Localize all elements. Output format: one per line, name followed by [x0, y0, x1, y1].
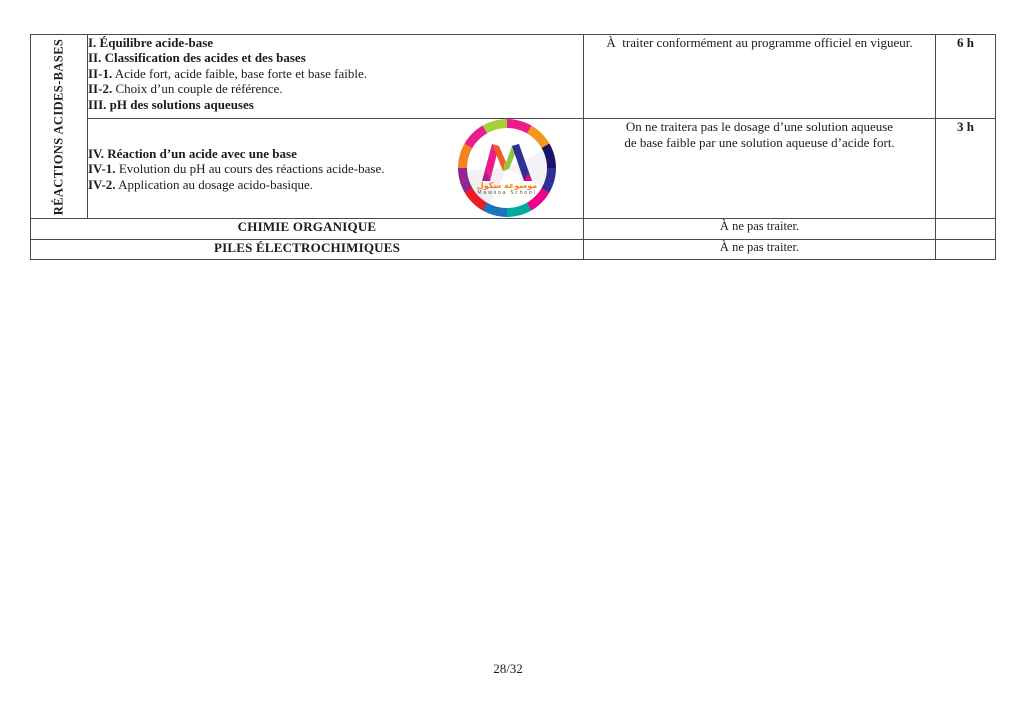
row1-hours: 6 h	[957, 35, 974, 50]
content-line-heading: I. Équilibre acide-base	[88, 35, 214, 50]
row4-hours-cell	[936, 240, 996, 260]
row2-note-line2: de base faible par une solution aqueuse d’acide fort.	[624, 135, 895, 150]
content-line-text: Evolution du pH au cours des réactions acide-base.	[115, 161, 385, 177]
table-row	[31, 240, 996, 260]
page-number: 28/32	[493, 661, 523, 676]
content-line-heading: II-2.	[88, 81, 113, 97]
row3-note: À ne pas traiter.	[719, 219, 800, 233]
content-line-heading: II-1.	[88, 65, 113, 81]
content-line-text: Application au dosage acido-basique.	[115, 176, 314, 192]
row4-title: PILES ÉLECTROCHIMIQUES	[213, 240, 401, 255]
row4-title-cell	[31, 240, 584, 260]
content-line-heading: IV-2.	[88, 176, 116, 192]
content-line-heading: II. Classification des acides et des bases	[88, 50, 306, 66]
content-line-heading: IV. Réaction d’un acide avec une base	[88, 146, 297, 161]
section-label-cell	[31, 35, 88, 219]
row4-note-cell	[584, 240, 936, 260]
row4-note: À ne pas traiter.	[719, 240, 800, 254]
logo-arabic-name: موسوعة سكول	[476, 181, 538, 190]
content-line	[88, 66, 583, 81]
row3-title: CHIMIE ORGANIQUE	[237, 219, 377, 234]
table-row	[31, 219, 996, 240]
row2-note-cell	[584, 119, 936, 219]
content-line	[88, 97, 583, 112]
content-line	[88, 35, 583, 50]
row3-title-cell	[31, 219, 584, 240]
content-line-heading: III. pH des solutions aqueuses	[88, 96, 254, 112]
content-line	[88, 50, 583, 65]
logo-inner-circle	[467, 128, 547, 208]
row2-note-line1: On ne traitera pas le dosage d’une solution aqueuse	[625, 119, 894, 134]
row1-note-cell	[584, 35, 936, 119]
content-line	[88, 81, 583, 96]
school-logo	[458, 119, 556, 217]
row2-hours: 3 h	[957, 119, 974, 134]
section-label: RÉACTIONS ACIDES-BASES	[51, 38, 66, 215]
row2-hours-cell	[936, 119, 996, 219]
row3-note-cell	[584, 219, 936, 240]
row1-hours-cell	[936, 35, 996, 119]
content-line-text: Acide fort, acide faible, base forte et base faible.	[112, 65, 368, 81]
content-line-heading: IV-1.	[88, 161, 116, 177]
row1-content-cell	[88, 35, 584, 119]
row1-note: À traiter conformément au programme officiel en vigueur.	[606, 35, 913, 50]
logo-m-icon	[479, 141, 535, 181]
logo-latin-name: Mawsoa School	[477, 190, 537, 196]
content-line-text: Choix d’un couple de référence.	[112, 81, 283, 97]
row3-hours-cell	[936, 219, 996, 240]
table-row	[31, 35, 996, 119]
